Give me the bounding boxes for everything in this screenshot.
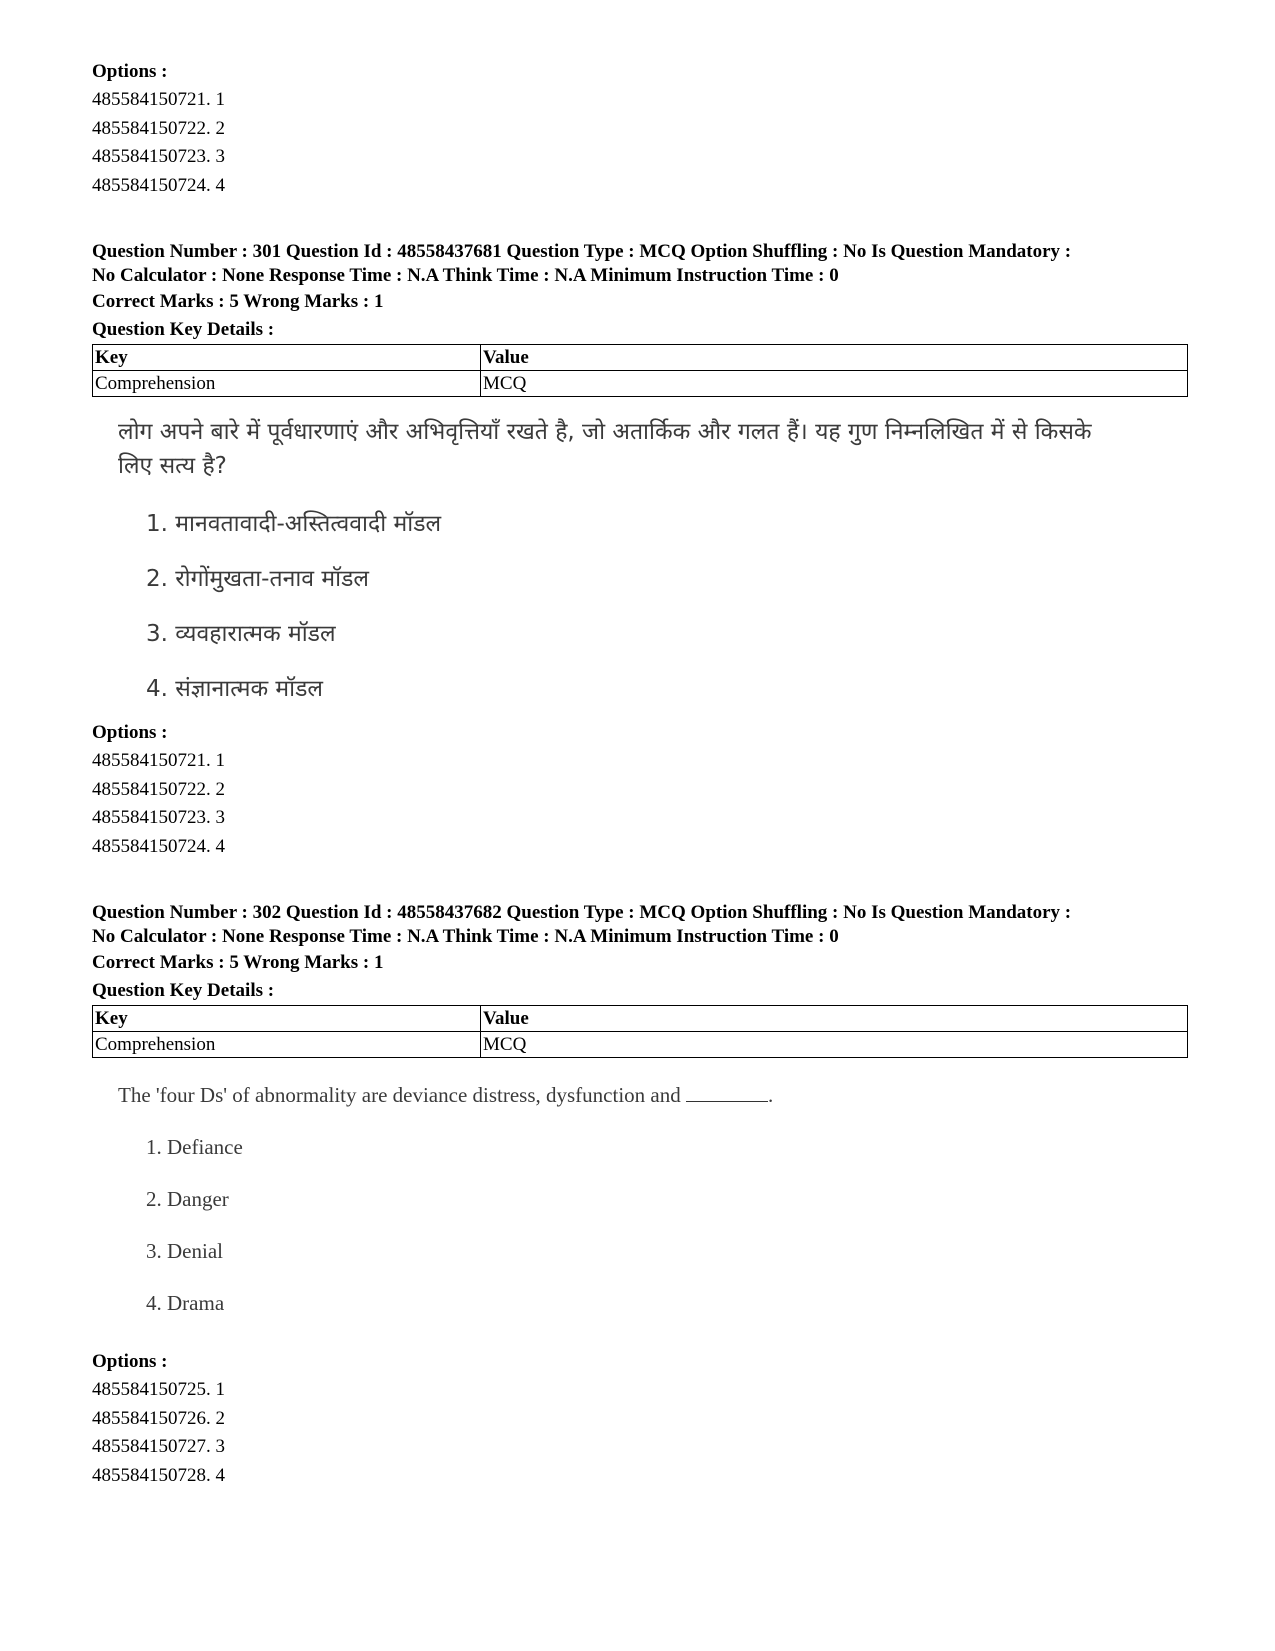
question-header-line2: No Calculator : None Response Time : N.A Think Time : N.A Minimum Instruction Time : 0 <box>92 926 839 947</box>
question-302 <box>92 901 1188 1490</box>
option-item: 485584150722. 2 <box>92 117 225 139</box>
option-item: 485584150723. 3 <box>92 146 225 167</box>
question-text: लोग अपने बारे में पूर्वधारणाएं और अभिवृत्तियाँ रखते है, जो अतार्किक और गलत हैं। यह गुण निम्नलिखित में से किसके लिए सत्य है? <box>118 419 1092 479</box>
option-item: 485584150726. 2 <box>92 1407 225 1429</box>
option-item: 485584150723. 3 <box>92 807 225 828</box>
table-header-key: Key <box>93 345 481 371</box>
top-options-block <box>92 58 1188 200</box>
choice-item: 2. रोगोंमुखता-तनाव मॉडल <box>146 566 370 592</box>
question-image <box>92 397 1188 719</box>
question-header <box>92 901 1188 949</box>
choice-item: 3. व्यवहारात्मक मॉडल <box>146 621 336 647</box>
table-row <box>93 1032 1188 1058</box>
key-details-table <box>92 1005 1188 1058</box>
marks-line: Correct Marks : 5 Wrong Marks : 1 <box>92 291 384 312</box>
choice-item: 1. मानवतावादी-अस्तित्ववादी मॉडल <box>146 511 442 537</box>
option-item: 485584150722. 2 <box>92 778 225 800</box>
option-item: 485584150721. 1 <box>92 750 225 771</box>
question-header <box>92 240 1188 288</box>
key-details-table <box>92 344 1188 397</box>
table-header-row <box>93 1006 1188 1032</box>
table-header-value: Value <box>481 1006 1188 1032</box>
table-row <box>93 371 1188 397</box>
choice-item: 2. Danger <box>146 1187 229 1211</box>
fill-blank <box>686 1083 768 1102</box>
table-header-row <box>93 345 1188 371</box>
question-301 <box>92 240 1188 861</box>
document-page <box>92 58 1188 1490</box>
table-header-value: Value <box>481 345 1188 371</box>
option-item: 485584150724. 4 <box>92 835 225 857</box>
option-item: 485584150725. 1 <box>92 1379 225 1400</box>
question-header-line1: Question Number : 302 Question Id : 48558437682 Question Type : MCQ Option Shuffling : No Is Question Mandatory : <box>92 902 1072 923</box>
question-end: . <box>767 1083 774 1107</box>
options-label: Options : <box>92 722 168 743</box>
question-text-line <box>118 1078 1128 1112</box>
option-item: 485584150721. 1 <box>92 89 225 110</box>
choice-item: 1. Defiance <box>146 1135 243 1159</box>
options-label: Options : <box>92 1351 168 1372</box>
key-details-label: Question Key Details : <box>92 980 275 1001</box>
question-header-line2: No Calculator : None Response Time : N.A Think Time : N.A Minimum Instruction Time : 0 <box>92 265 839 286</box>
question-text: The 'four Ds' of abnormality are deviance distress, dysfunction and <box>118 1083 681 1107</box>
key-details-label: Question Key Details : <box>92 319 275 340</box>
question-image <box>92 1058 1188 1348</box>
table-cell-value: MCQ <box>481 371 1188 397</box>
marks-line: Correct Marks : 5 Wrong Marks : 1 <box>92 952 384 973</box>
table-cell-key: Comprehension <box>93 371 481 397</box>
choice-item: 4. संज्ञानात्मक मॉडल <box>146 676 324 702</box>
table-cell-key: Comprehension <box>93 1032 481 1058</box>
option-item: 485584150727. 3 <box>92 1436 225 1457</box>
choice-item: 3. Denial <box>146 1239 223 1263</box>
table-cell-value: MCQ <box>481 1032 1188 1058</box>
table-header-key: Key <box>93 1006 481 1032</box>
option-item: 485584150724. 4 <box>92 174 225 196</box>
option-item: 485584150728. 4 <box>92 1464 225 1486</box>
options-label: Options : <box>92 61 168 82</box>
choice-item: 4. Drama <box>146 1291 225 1315</box>
question-header-line1: Question Number : 301 Question Id : 48558437681 Question Type : MCQ Option Shuffling : No Is Question Mandatory : <box>92 241 1072 262</box>
